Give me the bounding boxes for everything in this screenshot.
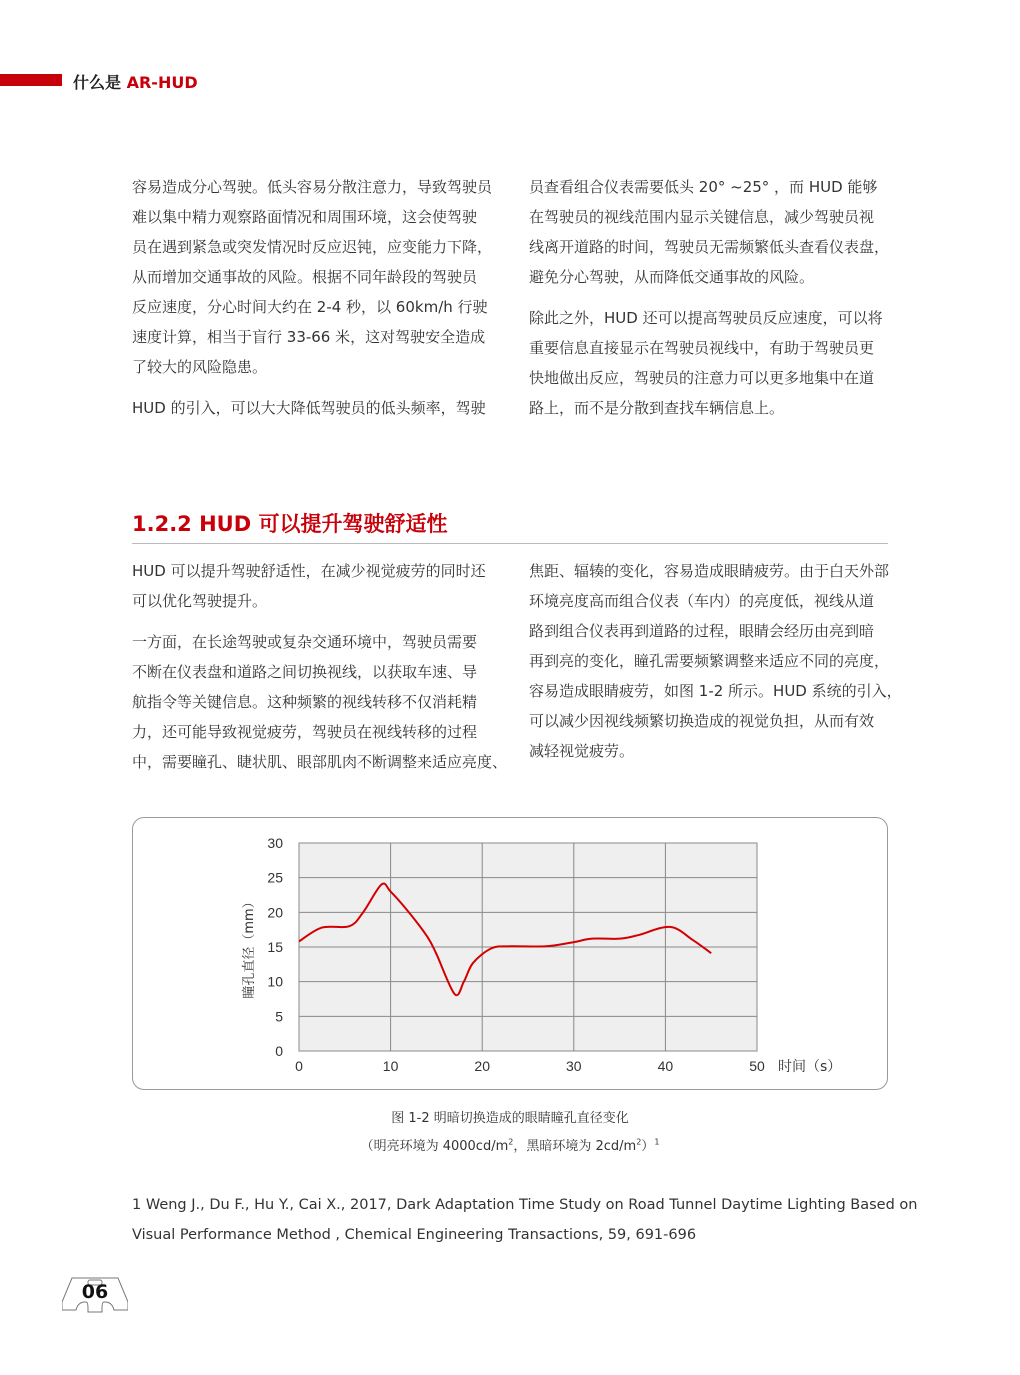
text-line: 焦距、辐辏的变化，容易造成眼睛疲劳。由于白天外部	[529, 562, 890, 580]
y-tick-label: 10	[267, 973, 283, 990]
left-column-top	[132, 172, 497, 434]
footnote-line-1: 1 Weng J., Du F., Hu Y., Cai X., 2017, Dark Adaptation Time Study on Road Tunnel Daytime Lighting Based on	[132, 1197, 918, 1213]
figure-caption: 图 1-2 明暗切换造成的眼睛瞳孔直径变化	[391, 1111, 629, 1126]
text-line: 从而增加交通事故的风险。根据不同年龄段的驾驶员	[132, 268, 478, 286]
text-line: 反应速度，分心时间大约在 2-4 秒，以 60km/h 行驶	[132, 298, 488, 316]
text-line: 线离开道路的时间，驾驶员无需频繁低头查看仪表盘，	[529, 238, 890, 256]
text-line: 除此之外，HUD 还可以提高驾驶员反应速度，可以将	[529, 309, 883, 327]
y-tick-label: 0	[275, 1043, 283, 1059]
right-column-top	[529, 172, 894, 434]
paragraph	[132, 172, 497, 382]
text-line: 力，还可能导致视觉疲劳，驾驶员在视线转移的过程	[132, 723, 478, 741]
text-line: 员查看组合仪表需要低头 20° ~25° ，而 HUD 能够	[529, 178, 878, 196]
y-tick-label: 15	[267, 939, 283, 955]
paragraph	[529, 172, 894, 292]
page-number: 06	[81, 1281, 109, 1303]
paragraph	[132, 393, 497, 423]
footnote-line-2: Visual Performance Method , Chemical Engineering Transactions, 59, 691-696	[132, 1227, 697, 1243]
figure-caption-note: （明亮环境为 $4000cd/m^2$，黑暗环境为 $2cd/m^2)^1$	[360, 1137, 660, 1154]
text-line: 重要信息直接显示在驾驶员视线中，有助于驾驶员更	[529, 339, 875, 357]
paragraph	[529, 556, 902, 766]
y-tick-label: 5	[275, 1008, 283, 1025]
text-line: 中，需要瞳孔、睫状肌、眼部肌肉不断调整来适应亮度、	[132, 753, 508, 771]
x-axis-label: 时间（s）	[778, 1059, 842, 1075]
section-divider	[132, 543, 888, 544]
x-tick-label: 40	[657, 1058, 674, 1074]
chart-frame	[132, 817, 888, 1090]
paragraph	[132, 556, 497, 616]
text-line: 容易造成分心驾驶。低头容易分散注意力，导致驾驶员	[132, 178, 493, 196]
left-column-bottom	[132, 556, 508, 788]
x-tick-label: 0	[295, 1058, 303, 1074]
text-line: 一方面，在长途驾驶或复杂交通环境中，驾驶员需要	[132, 633, 478, 651]
running-header	[73, 70, 198, 93]
header-title: AR-HUD	[126, 73, 198, 92]
paragraph	[529, 303, 894, 423]
text-line: 快地做出反应，驾驶员的注意力可以更多地集中在道	[529, 369, 875, 387]
text-line: 避免分心驾驶，从而降低交通事故的风险。	[529, 268, 815, 286]
x-tick-label: 30	[566, 1058, 582, 1074]
text-line: 速度计算，相当于盲行 33-66 米，这对驾驶安全造成	[132, 328, 486, 346]
text-line: 难以集中精力观察路面情况和周围环境，这会使驾驶	[132, 208, 478, 226]
text-line: 容易造成眼睛疲劳，如图 1-2 所示。HUD 系统的引入，	[529, 682, 902, 700]
x-tick-label: 20	[474, 1058, 490, 1074]
pupil-diameter-chart	[133, 818, 887, 1089]
text-line: 在驾驶员的视线范围内显示关键信息，减少驾驶员视	[529, 208, 875, 226]
y-tick-label: 25	[267, 869, 283, 886]
text-line: HUD 可以提升驾驶舒适性，在减少视觉疲劳的同时还	[132, 562, 486, 580]
y-axis-label: 瞳孔直径（mm）	[242, 895, 257, 999]
text-line: 环境亮度高而组合仪表（车内）的亮度低，视线从道	[529, 592, 875, 610]
text-line: 路上，而不是分散到查找车辆信息上。	[529, 399, 785, 417]
x-tick-label: 50	[749, 1058, 765, 1074]
right-column-bottom	[529, 556, 902, 777]
text-line: 了较大的风险隐患。	[132, 358, 268, 376]
header-red-bar	[0, 74, 62, 86]
paragraph	[132, 627, 508, 777]
text-line: 员在遇到紧急或突发情况时反应迟钝，应变能力下降，	[132, 238, 493, 256]
y-tick-label: 30	[267, 835, 283, 851]
text-line: 不断在仪表盘和道路之间切换视线，以获取车速、导	[132, 663, 478, 681]
x-tick-label: 10	[382, 1058, 399, 1074]
section-heading: 1.2.2 HUD 可以提升驾驶舒适性	[132, 512, 448, 536]
text-line: 减轻视觉疲劳。	[529, 742, 635, 760]
text-line: 再到亮的变化，瞳孔需要频繁调整来适应不同的亮度，	[529, 652, 890, 670]
y-tick-label: 20	[267, 904, 283, 921]
header-prefix: 什么是	[73, 73, 122, 92]
text-line: 可以减少因视线频繁切换造成的视觉负担，从而有效	[529, 712, 875, 730]
text-line: HUD 的引入，可以大大降低驾驶员的低头频率，驾驶	[132, 399, 486, 417]
text-line: 路到组合仪表再到道路的过程，眼睛会经历由亮到暗	[529, 622, 875, 640]
text-line: 可以优化驾驶提升。	[132, 592, 268, 610]
text-line: 航指令等关键信息。这种频繁的视线转移不仅消耗精	[132, 693, 478, 711]
